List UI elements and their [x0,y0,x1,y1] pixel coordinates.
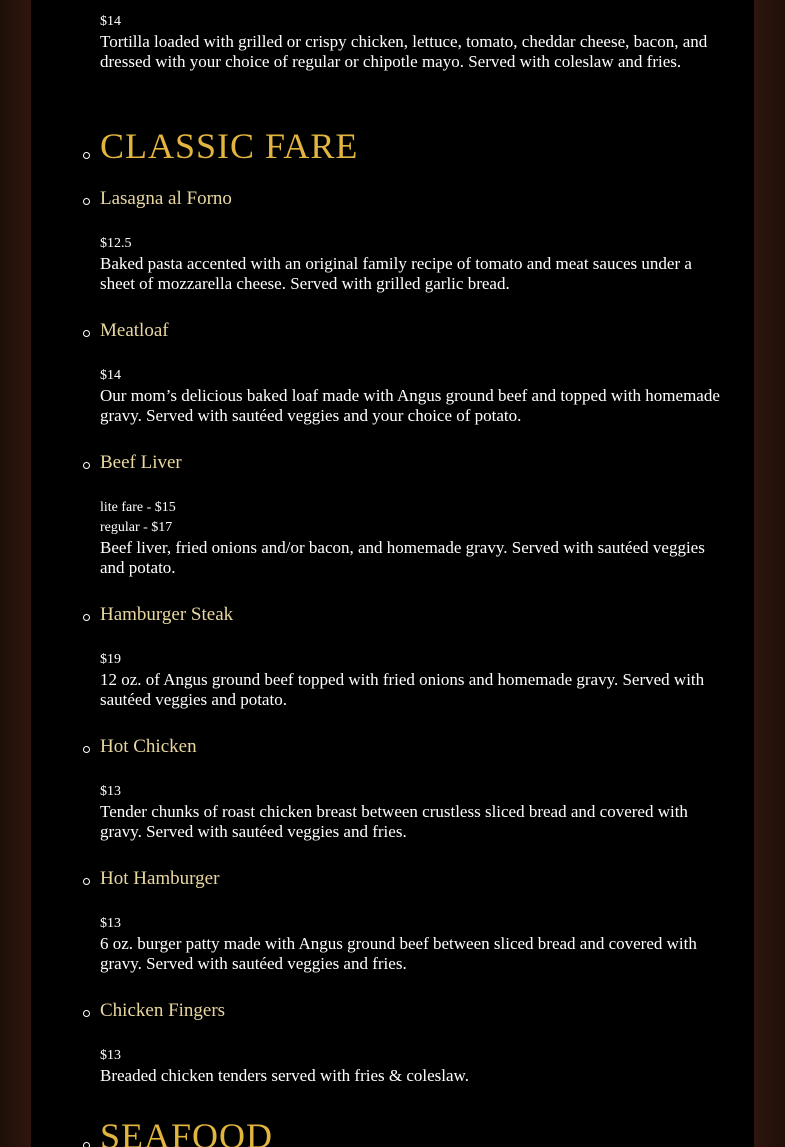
item-price: $13 [100,784,121,799]
item-name: Meatloaf [100,320,169,341]
item-name: Lasagna al Forno [100,188,232,209]
list-bullet-icon [83,152,90,159]
item-name: Hot Hamburger [100,868,220,889]
item-price-regular: regular - $17 [100,520,173,535]
list-bullet-icon [83,462,90,469]
item-description: Tortilla loaded with grilled or crispy chicken, lettuce, tomato, cheddar cheese, bacon, and dressed with your choice of regular or chipotle mayo. Served with coleslaw and fries. [100,32,708,71]
item-price: $14 [100,368,121,383]
item-name: Chicken Fingers [100,1000,226,1021]
section-title-classic-fare: CLASSIC FARE [100,126,359,166]
item-name: Hot Chicken [100,736,197,757]
item-description: 12 oz. of Angus ground beef topped with fried onions and homemade gravy. Served with sautéed veggies and potato. [100,670,705,709]
item-price: $14 [100,14,121,29]
section-title-seafood: SEAFOOD [100,1116,274,1147]
item-name: Beef Liver [100,452,182,473]
item-price: $12.5 [100,236,132,251]
item-price: $19 [100,652,121,667]
list-bullet-icon [83,1010,90,1017]
list-bullet-icon [83,746,90,753]
list-bullet-icon [83,198,90,205]
item-price-lite: lite fare - $15 [100,500,176,515]
item-description: Breaded chicken tenders served with fries & coleslaw. [100,1066,469,1085]
item-price: $13 [100,916,121,931]
list-bullet-icon [83,878,90,885]
item-name: Hamburger Steak [100,604,234,625]
list-bullet-icon [83,330,90,337]
item-price: $13 [100,1048,121,1063]
item-description: Our mom’s delicious baked loaf made with Angus ground beef and topped with homemade gravy. Served with sautéed veggies and your choice of potato. [100,386,720,425]
list-bullet-icon [83,1142,90,1147]
list-bullet-icon [83,614,90,621]
item-description: Beef liver, fried onions and/or bacon, and homemade gravy. Served with sautéed veggies and potato. [100,538,705,577]
item-description: Baked pasta accented with an original family recipe of tomato and meat sauces under a sheet of mozzarella cheese. Served with grilled garlic bread. [100,254,692,293]
item-description: 6 oz. burger patty made with Angus ground beef between sliced bread and covered with gravy. Served with sautéed veggies and fries. [100,934,697,973]
item-description: Tender chunks of roast chicken breast between crustless sliced bread and covered with gravy. Served with sautéed veggies and fries. [100,802,688,841]
menu-panel [31,0,754,1147]
menu-item-top [100,12,725,72]
